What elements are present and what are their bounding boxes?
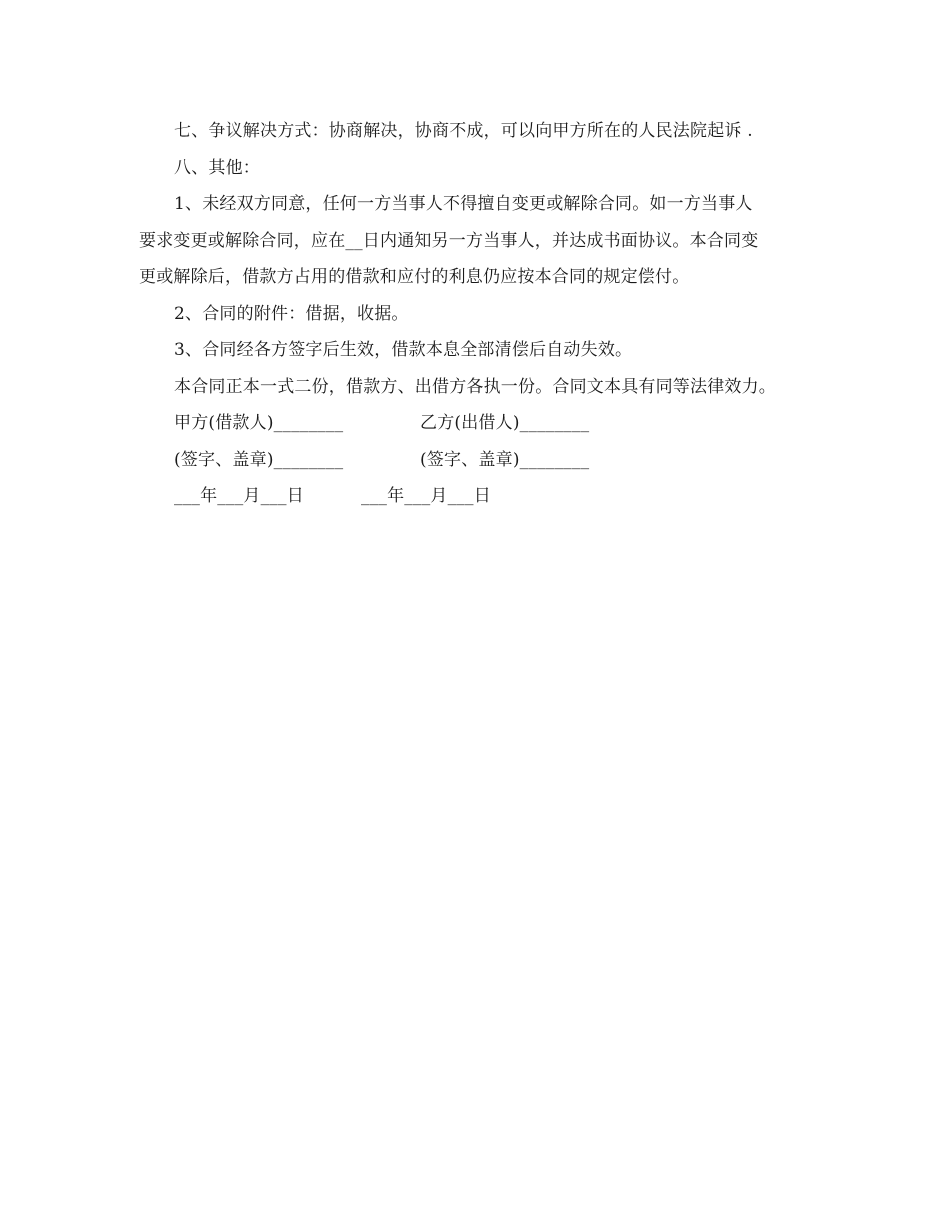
clause-1-line-2: 要求变更或解除合同，应在__日内通知另一方当事人，并达成书面协议。本合同变 bbox=[139, 230, 759, 251]
signature-a: (签字、盖章)________ bbox=[174, 449, 344, 470]
clause-1-line-1: 1、未经双方同意，任何一方当事人不得擅自变更或解除合同。如一方当事人 bbox=[174, 194, 753, 214]
document-body bbox=[139, 113, 819, 515]
signature-b: (签字、盖章)________ bbox=[420, 449, 590, 470]
section-8-heading: 八、其他： bbox=[174, 157, 260, 178]
date-row bbox=[139, 478, 819, 515]
clause-2-attachments: 2、合同的附件：借据，收据。 bbox=[174, 303, 409, 324]
party-b-lender: 乙方(出借人)________ bbox=[420, 413, 590, 433]
date-b: ___年___月___日 bbox=[361, 486, 491, 506]
clause-1-line-3: 更或解除后，借款方占用的借款和应付的利息仍应按本合同的规定偿付。 bbox=[139, 267, 690, 287]
party-a-borrower: 甲方(借款人)________ bbox=[174, 413, 344, 433]
signature-row bbox=[139, 442, 819, 479]
copies-statement: 本合同正本一式二份，借款方、出借方各执一份。合同文本具有同等法律效力。 bbox=[174, 376, 776, 397]
clause-3-effectiveness: 3、合同经各方签字后生效，借款本息全部清偿后自动失效。 bbox=[174, 340, 633, 360]
date-a: ___年___月___日 bbox=[174, 486, 304, 506]
section-7-dispute-resolution: 七、争议解决方式：协商解决，协商不成，可以向甲方所在的人民法院起诉 . bbox=[174, 121, 753, 141]
party-row bbox=[139, 405, 819, 442]
